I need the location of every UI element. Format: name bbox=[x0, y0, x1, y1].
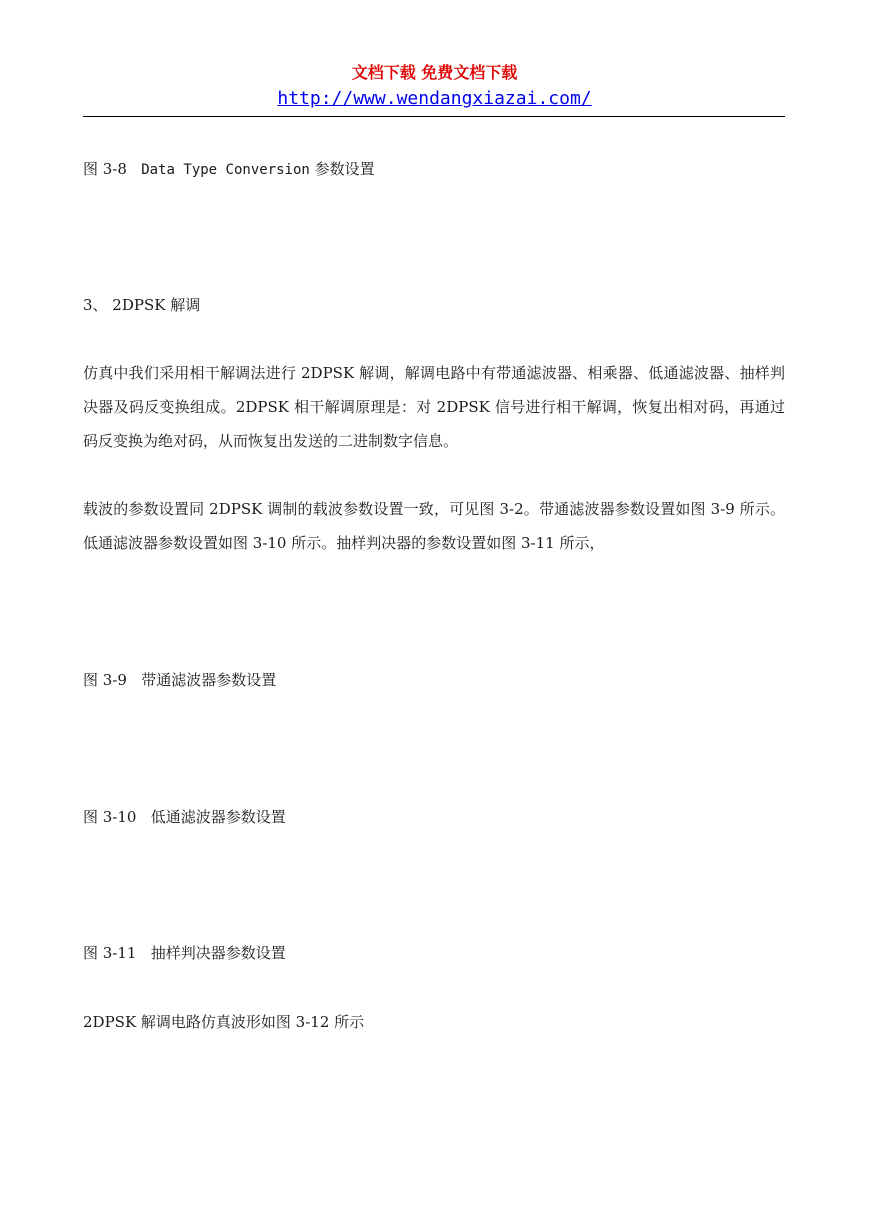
header-divider bbox=[83, 116, 785, 117]
figure-caption-3-9: 图 3-9 带通滤波器参数设置 bbox=[83, 671, 277, 689]
figure-caption-3-8 bbox=[83, 152, 785, 187]
figure-caption-3-8-number: 图 3-8 bbox=[83, 160, 127, 178]
paragraph-waveform-reference: 2DPSK 解调电路仿真波形如图 3-12 所示 bbox=[83, 1013, 365, 1031]
section-heading: 3、 2DPSK 解调 bbox=[83, 296, 201, 314]
header-title: 文档下载 免费文档下载 bbox=[351, 63, 518, 82]
figure-caption-3-8-term: Data Type Conversion bbox=[141, 162, 310, 178]
figure-caption-3-10: 图 3-10 低通滤波器参数设置 bbox=[83, 808, 286, 826]
figure-caption-3-11: 图 3-11 抽样判决器参数设置 bbox=[83, 944, 286, 962]
header-url-link[interactable]: http://www.wendangxiazai.com/ bbox=[277, 88, 592, 109]
paragraph-demodulation-intro: 仿真中我们采用相干解调法进行 2DPSK 解调，解调电路中有带通滤波器、相乘器、低通滤波器、抽样判决器及码反变换组成。2DPSK 相干解调原理是：对 2DPSK 信号进行相干解调，恢复出相对码，再通过码反变换为绝对码，从而恢复出发送的二进制数字信息。 bbox=[83, 364, 785, 450]
paragraph-parameter-settings: 载波的参数设置同 2DPSK 调制的载波参数设置一致，可见图 3-2。带通滤波器参数设置如图 3-9 所示。低通滤波器参数设置如图 3-10 所示。抽样判决器的参数设置如图 3-11 所示， bbox=[83, 500, 785, 552]
figure-caption-3-8-suffix: 参数设置 bbox=[314, 160, 375, 178]
